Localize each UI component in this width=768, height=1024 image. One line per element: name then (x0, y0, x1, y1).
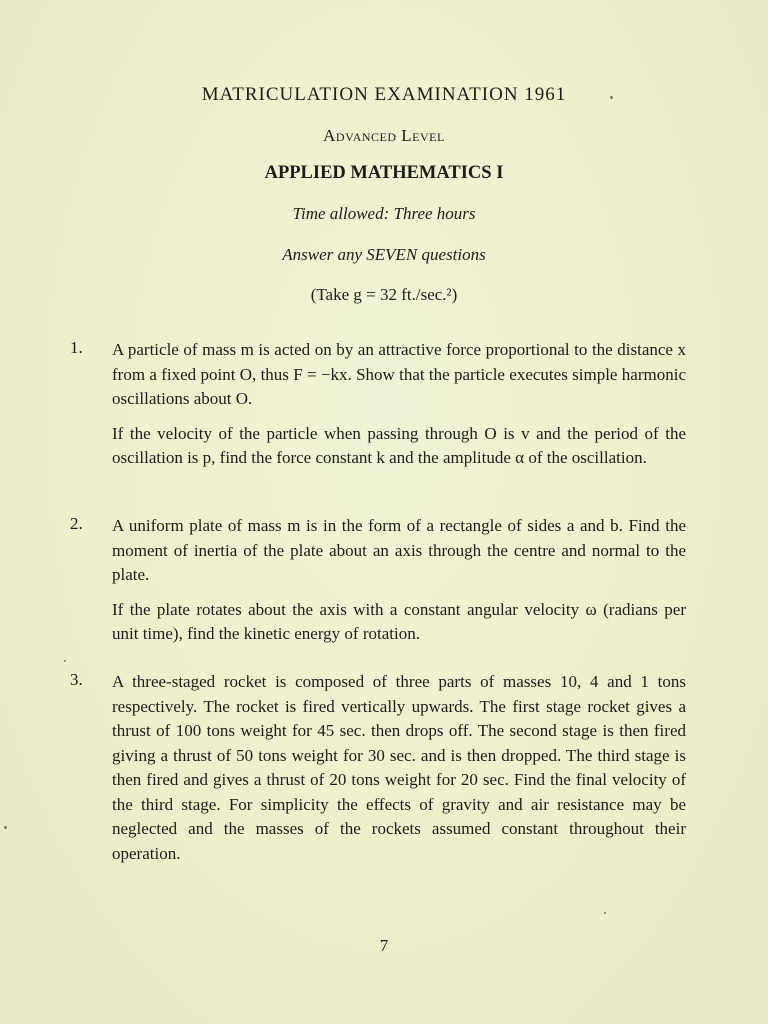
paper-speck (64, 660, 66, 662)
exam-level: Advanced Level (323, 126, 445, 145)
paper-speck (4, 826, 7, 829)
exam-title: MATRICULATION EXAMINATION 1961 (201, 84, 567, 105)
paper-speck (604, 912, 606, 914)
answer-instructions: Answer any SEVEN questions (282, 245, 486, 264)
question-paragraph: If the plate rotates about the axis with a constant angular velocity ω (radians per unit time), find the kinetic energy of rotation. (112, 599, 686, 643)
time-allowed: Time allowed: Three hours (292, 204, 476, 223)
question-number: 1. (70, 338, 83, 357)
gravity-constant-note: (Take g = 32 ft./sec.²) (310, 285, 458, 304)
question-body (112, 514, 686, 657)
question-body (112, 670, 686, 876)
paper-speck (610, 96, 613, 99)
question-body (112, 338, 686, 481)
subject-title: APPLIED MATHEMATICS I (264, 163, 504, 183)
question-paragraph: A particle of mass m is acted on by an attractive force proportional to the distance x from a fixed point O, thus F = −kx. Show that the particle executes simple harmonic oscillations about O. (112, 340, 686, 408)
page-number: 7 (379, 936, 389, 955)
question-number: 3. (70, 670, 83, 689)
question-number: 2. (70, 514, 83, 533)
question-paragraph: A uniform plate of mass m is in the form of a rectangle of sides a and b. Find the moment of inertia of the plate about an axis through the centre and normal to the plate. (112, 516, 686, 584)
question-paragraph: If the velocity of the particle when passing through O is v and the period of the oscillation is p, find the force constant k and the amplitude α of the oscillation. (112, 423, 686, 467)
question-paragraph: A three-staged rocket is composed of three parts of masses 10, 4 and 1 tons respectively. The rocket is fired vertically upwards. The first stage rocket gives a thrust of 100 tons weight for 45 sec. then drops off. The second stage is then fired giving a thrust of 50 tons weight for 30 sec. and is then dropped. The third stage is then fired and gives a thrust of 20 tons weight for 20 sec. Find the final velocity of the third stage. For simplicity the effects of gravity and air resistance may be neglected and the masses of the rockets assumed constant throughout their operation. (112, 672, 686, 863)
